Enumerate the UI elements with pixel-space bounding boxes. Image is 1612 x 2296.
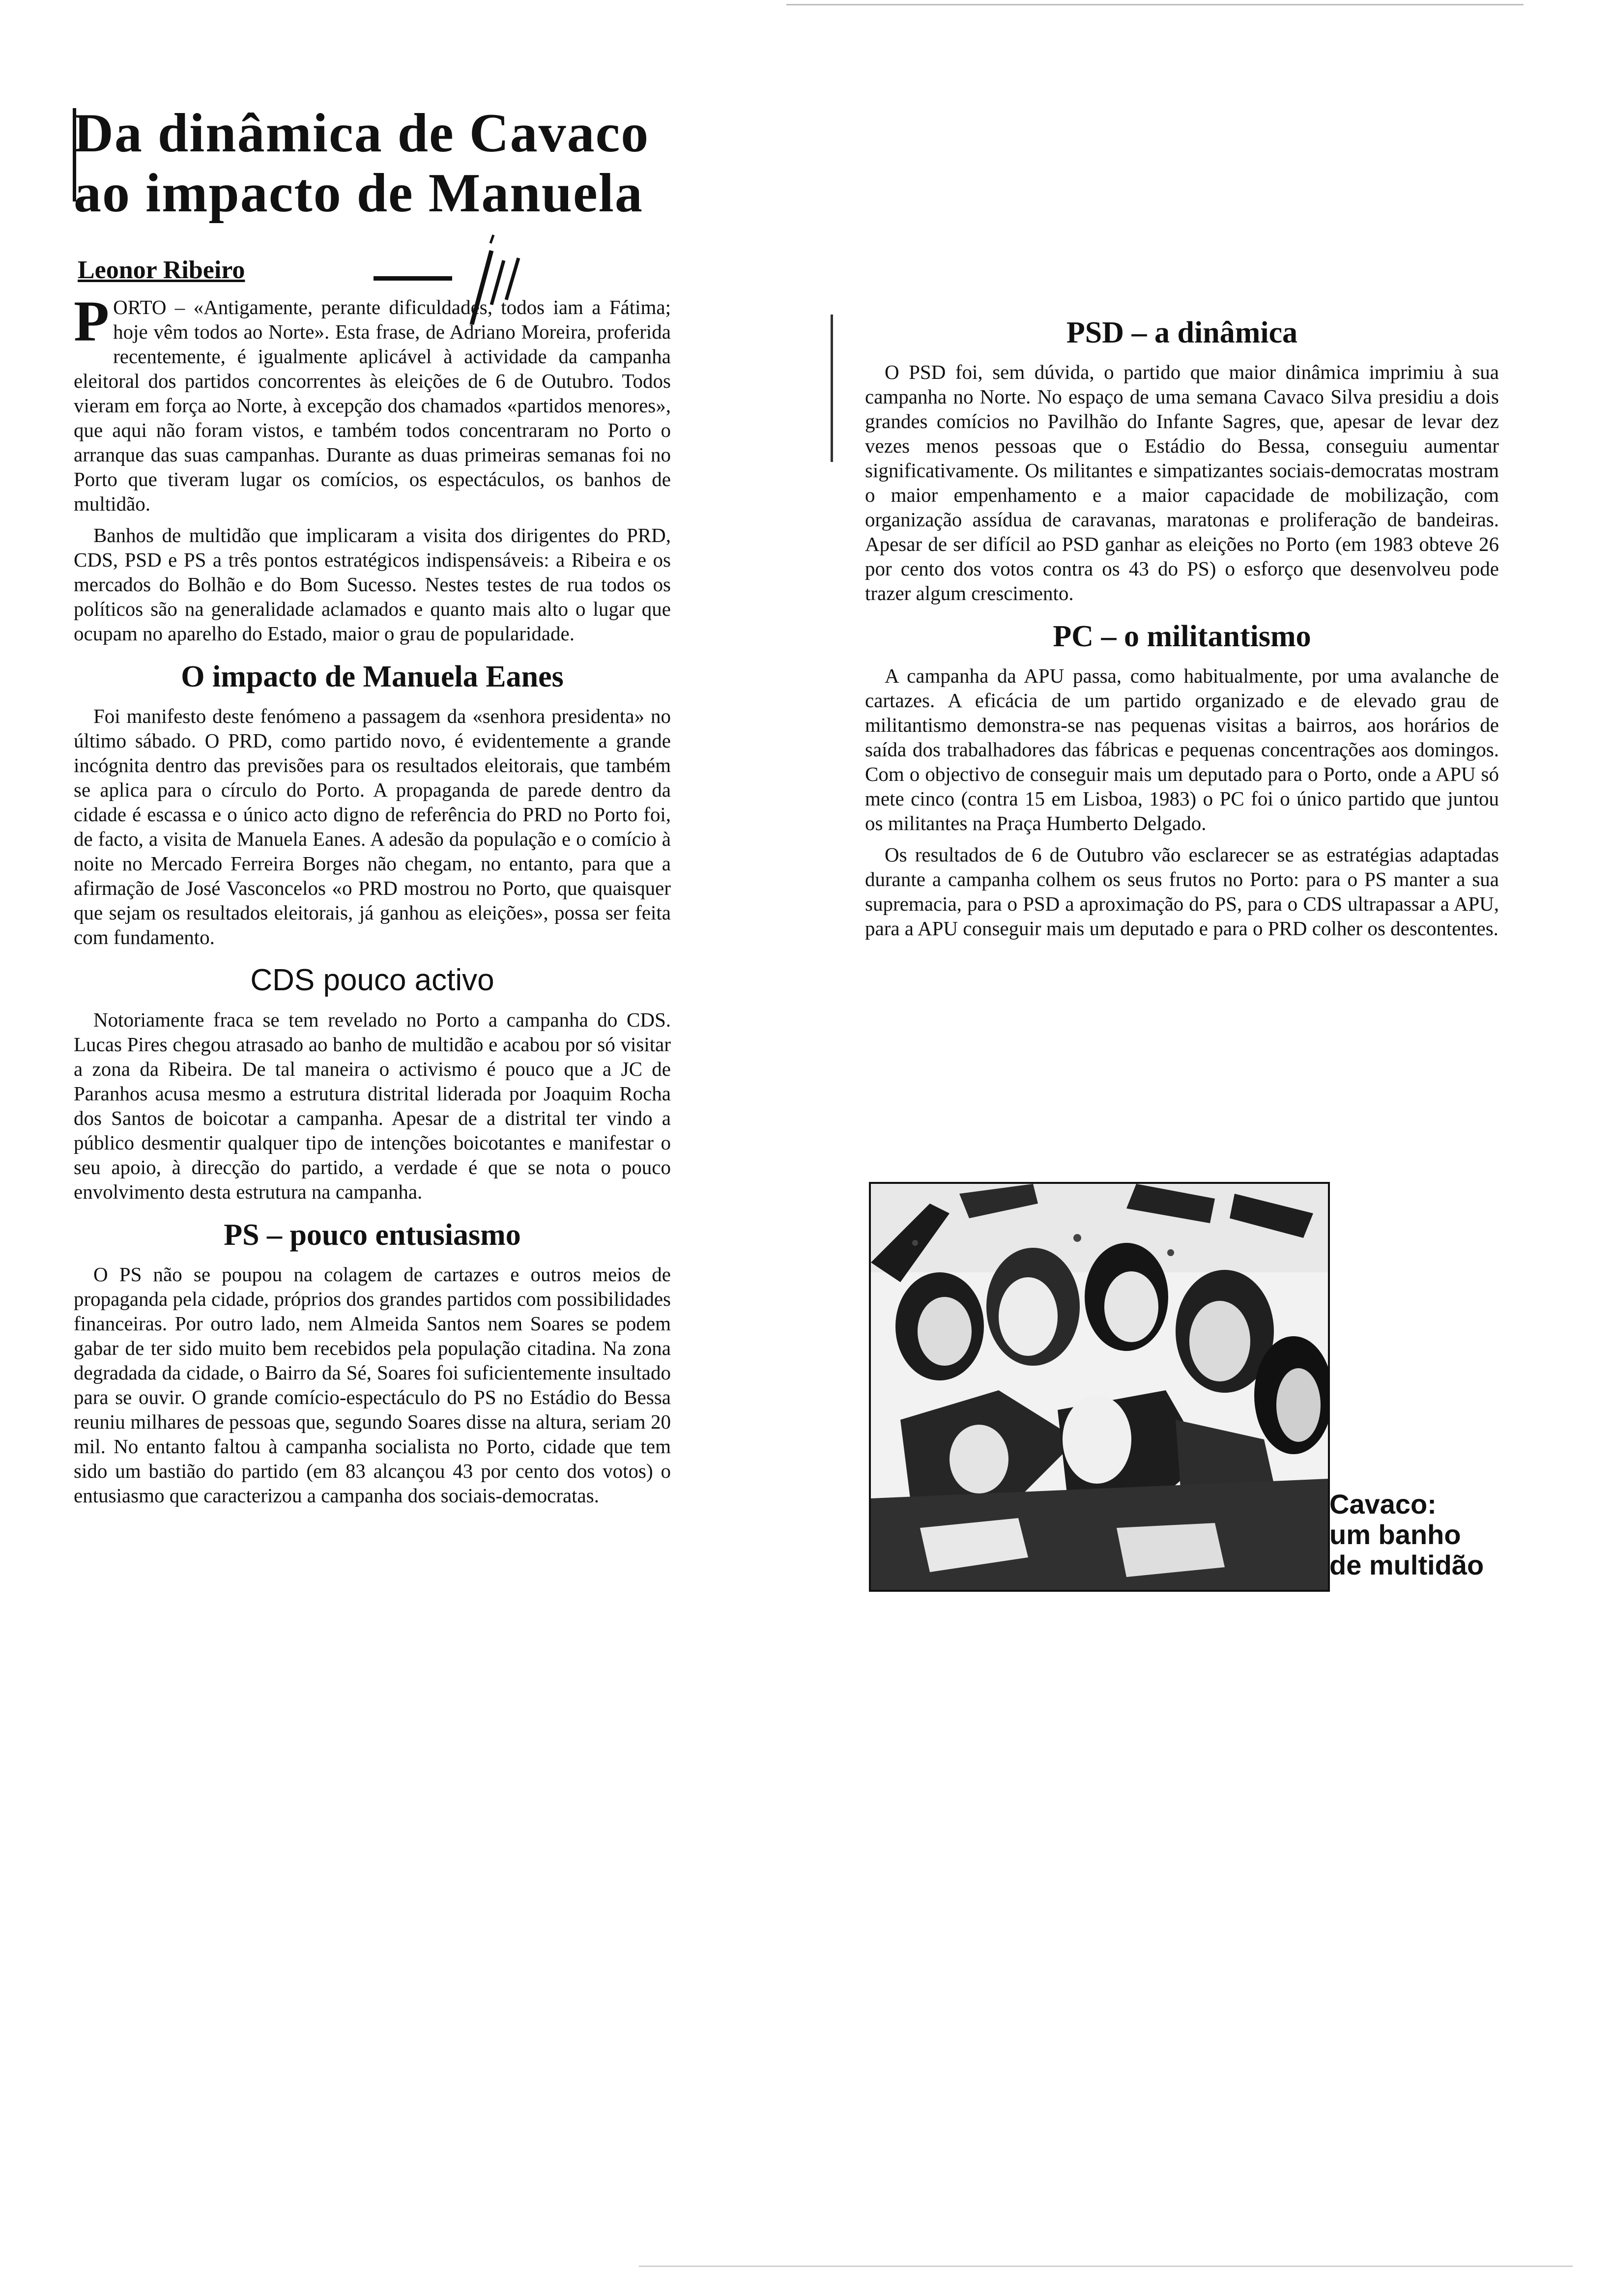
caption-line-1: Cavaco: (1329, 1489, 1437, 1520)
intro-paragraph-1 (74, 289, 671, 516)
psd-paragraph: O PSD foi, sem dúvida, o partido que maior dinâmica imprimiu à sua campanha no Norte. No espaço de uma semana Cavaco Silva presidiu a dois grandes comícios no Pavilhão do Infante Sagres, que, apesar de levar dez vezes menos pessoas que o Estádio do Bessa, conseguiu aumentar significativamente. Os militantes e simpatizantes sociais-democratas mostram o maior empenhamento e a maior capacidade de mobilização, com organização assídua de caravanas, maratonas e proliferação de bandeiras. Apesar de ser difícil ao PSD ganhar as eleições no Porto (em 1983 obteve 26 por cento dos votos contra os 43 do PS) o esforço que desenvolveu pode trazer algum crescimento. (865, 361, 1499, 604)
byline-dash (374, 276, 452, 281)
headline (74, 103, 713, 223)
intro-text-1: ORTO – «Antigamente, perante dificuldades, todos iam a Fátima; hoje vêm todos ao Norte». Esta frase, de Adriano Moreira, proferida recentemente, é igualmente aplicável à actividade da campanha eleitoral dos partidos concorrentes às eleições de 6 de Outubro. Todos vieram em força ao Norte, à excepção dos chamados «partidos menores», que aqui não foram vistos, e também todos concentraram no Porto o arranque das suas campanhas. Durante as duas primeiras semanas foi no Porto que tiveram lugar os comícios, os espectáculos, os banhos de multidão. (74, 296, 671, 515)
heading-psd: PSD – a dinâmica (1066, 316, 1298, 349)
crowd-photo (869, 1182, 1330, 1592)
caption-line-2: um banho (1329, 1519, 1461, 1550)
heading-ps: PS – pouco entusiasmo (224, 1218, 521, 1252)
scan-edge-line-bottom (639, 2266, 1573, 2267)
cds-paragraph: Notoriamente fraca se tem revelado no Porto a campanha do CDS. Lucas Pires chegou atrasado ao banho de multidão e acabou por só visitar a zona da Ribeira. De tal maneira o activismo é pouco que a JC de Paranhos acusa mesmo a estrutura distrital liderada por Joaquim Rocha dos Santos de boicotar a campanha. Apesar de a distrital ter vindo a público desmentir qualquer tipo de intenções boicotantes e manifestar o seu apoio, à direcção do partido, a verdade é que se nota o pouco envolvimento desta estrutura na campanha. (74, 1008, 671, 1203)
manuela-paragraph: Foi manifesto deste fenómeno a passagem da «senhora presidenta» no último sábado. O PRD, como partido novo, é evidentemente a grande incógnita dentro das previsões para os resultados eleitorais, que também se aplica para o círculo do Porto. A propaganda de parede dentro da cidade é escassa e o único acto digno de referência do PRD no Porto foi, de facto, a visita de Manuela Eanes. A adesão da população e o comício à noite no Mercado Ferreira Borges não chegam, no entanto, para que a afirmação de José Vasconcelos «o PRD mostrou no Porto, que quaisquer que sejam os resultados eleitorais, já ganhou as eleições», possa ser feita com fundamento. (74, 705, 671, 948)
heading-cds: CDS pouco activo (250, 963, 494, 997)
heading-manuela: O impacto de Manuela Eanes (181, 660, 564, 693)
pc-paragraph-1: A campanha da APU passa, como habitualmente, por uma avalanche de cartazes. A eficácia de um partido organizado e de elevado grau de militantismo demonstra-se nas pequenas visitas a bairros, aos horários de saída dos trabalhadores das fábricas e pequenas concentrações aos domingos. Com o objectivo de conseguir mais um deputado para o Porto, onde a APU só mete cinco (contra 15 em Lisboa, 1983) o PC foi o único partido que juntou os militantes na Praça Humberto Delgado. (865, 664, 1499, 834)
right-column (865, 315, 1499, 947)
photo-caption (1329, 1489, 1506, 1580)
caption-line-3: de multidão (1329, 1550, 1484, 1580)
pc-paragraph-2: Os resultados de 6 de Outubro vão esclarecer se as estratégias adaptadas durante a campanha colhem os seus frutos no Porto: para o PS manter a sua supremacia, para o PSD a aproximação do PS, para o CDS ultrapassar a APU, para a APU conseguir mais um deputado e para o PRD colher os descontentes. (865, 843, 1499, 940)
byline: Leonor Ribeiro (78, 256, 245, 284)
scan-edge-line (786, 4, 1524, 5)
crowd-photo-image (871, 1184, 1328, 1590)
headline-line-2: ao impacto de Manuela (74, 163, 643, 224)
column-rule (831, 315, 833, 462)
ps-paragraph: O PS não se poupou na colagem de cartazes e outros meios de propaganda pela cidade, próprios dos grandes partidos com possibilidades financeiras. Por outro lado, nem Almeida Santos nem Soares se podem gabar de ter sido muito bem recebidos pela população citadina. Na zona degradada da cidade, o Bairro da Sé, Soares foi suficientemente insultado para se ouvir. O grande comício-espectáculo do PS no Estádio do Bessa reuniu milhares de pessoas que, segundo Soares disse na altura, seriam 20 mil. No entanto faltou à campanha socialista no Porto, cidade que tem sido um bastião do partido (em 83 alcançou 43 por cento dos votos) o entusiasmo que caracterizou a campanha dos sociais-democratas. (74, 1263, 671, 1507)
intro-paragraph-2: Banhos de multidão que implicaram a visita dos dirigentes do PRD, CDS, PSD e PS a três pontos estratégicos indispensáveis: a Ribeira e os mercados do Bolhão e do Bom Sucesso. Nestes testes de rua todos os políticos são na generalidade aclamados e quanto mais alto o lugar que ocupam no aparelho do Estado, maior o grau de popularidade. (74, 524, 671, 645)
heading-pc: PC – o militantismo (1053, 620, 1311, 653)
left-column (74, 289, 671, 1515)
headline-line-1: Da dinâmica de Cavaco (74, 103, 650, 164)
dropcap: P (74, 289, 110, 353)
